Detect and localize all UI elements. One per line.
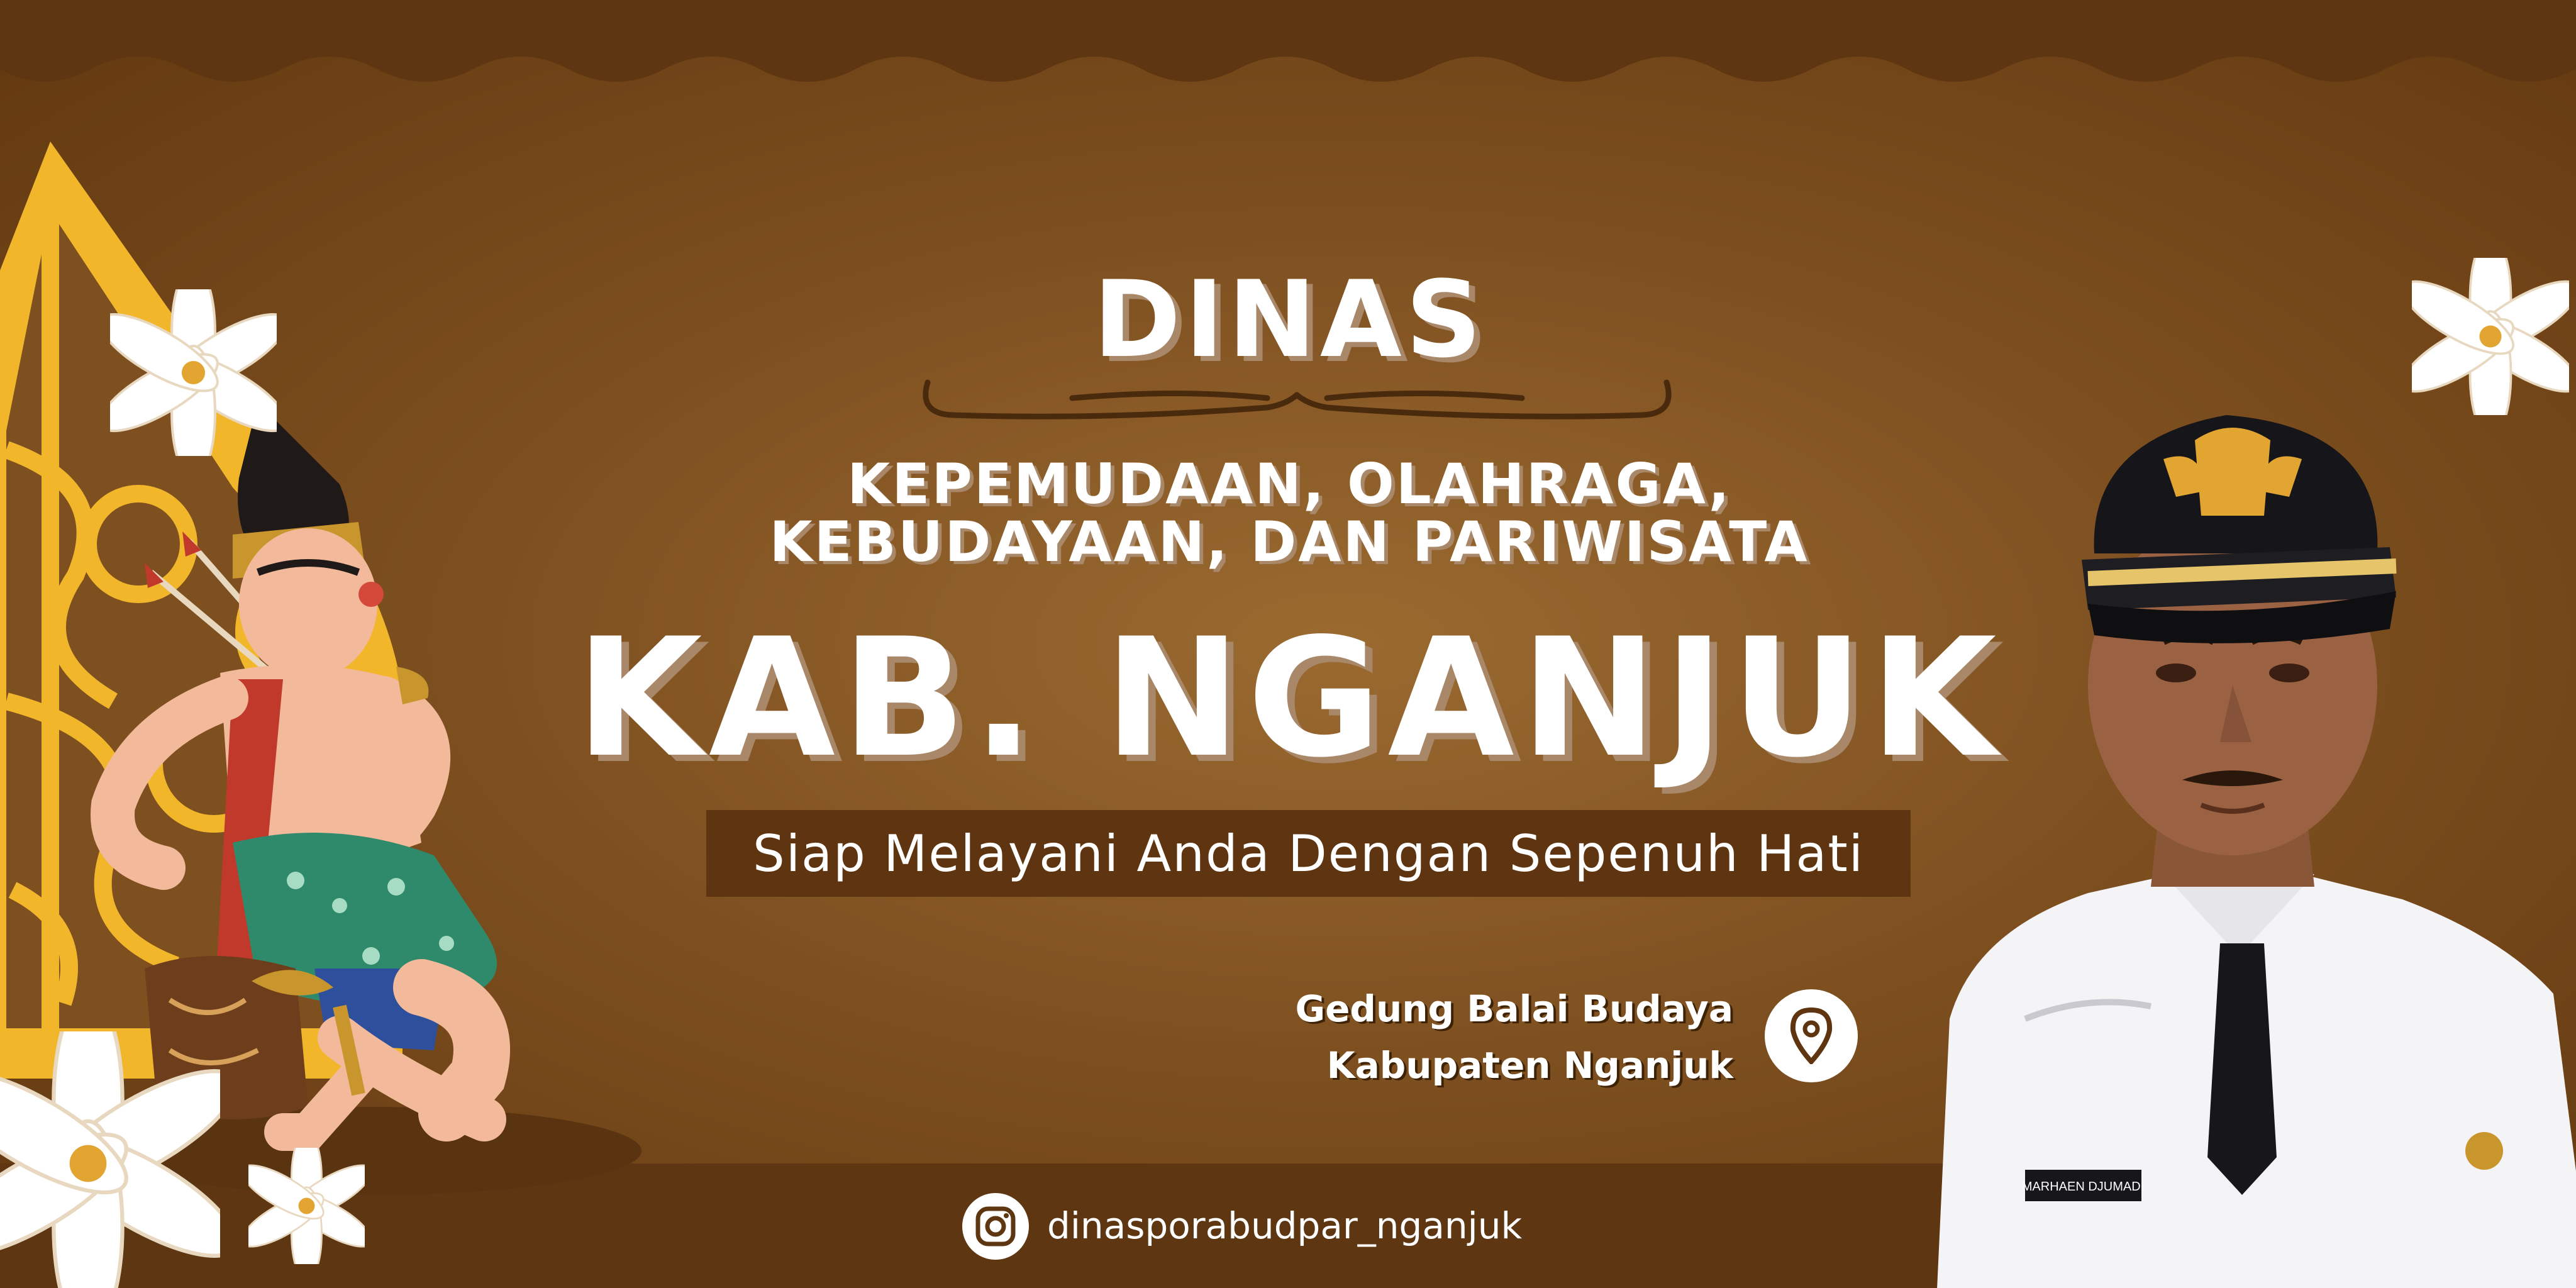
tagline: Siap Melayani Anda Dengan Sepenuh Hati <box>753 824 1864 883</box>
address-line-2: Kabupaten Nganjuk <box>1326 1044 1733 1087</box>
jasmine-flower-icon <box>248 1148 365 1264</box>
instagram-handle[interactable]: dinasporabudpar_nganjuk <box>1047 1204 1523 1247</box>
tagline-box <box>706 810 1911 897</box>
instagram-icon[interactable] <box>961 1192 1030 1261</box>
title-kab-nganjuk: KAB. NGANJUK <box>575 604 2003 794</box>
subtitle-line-1: KEPEMUDAAN, OLAHRAGA, <box>847 452 1731 516</box>
jasmine-flower-icon <box>110 289 277 456</box>
jasmine-flower-icon <box>0 1031 220 1288</box>
map-pin-icon <box>1789 1008 1833 1064</box>
divider-ornament <box>915 370 1679 433</box>
location-badge <box>1765 989 1858 1082</box>
official-portrait <box>1899 390 2576 1288</box>
name-tag-text: MARHAEN DJUMADI <box>2021 1180 2145 1194</box>
subtitle-line-2: KEBUDAYAAN, DAN PARIWISATA <box>769 509 1809 574</box>
address-line-1: Gedung Balai Budaya <box>1295 987 1733 1030</box>
title-dinas: DINAS <box>1093 258 1485 381</box>
top-wave-decoration <box>0 0 2576 94</box>
